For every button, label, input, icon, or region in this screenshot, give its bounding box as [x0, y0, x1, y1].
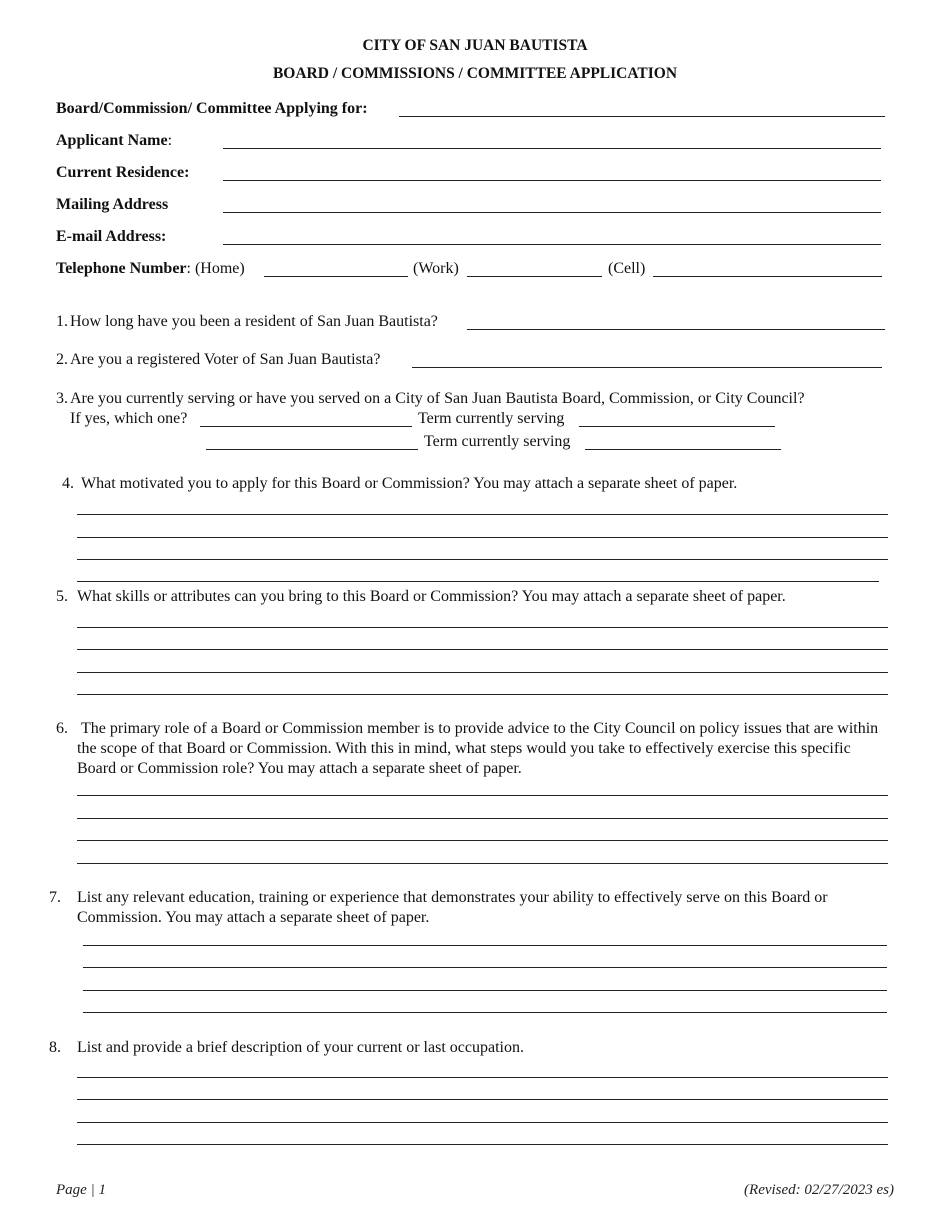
q3-term-line-2[interactable] [585, 449, 781, 450]
q7-answer-line[interactable] [83, 990, 887, 991]
phone-work-label: (Work) [413, 260, 459, 277]
q7-text: List any relevant education, training or experience that demonstrates your ability to effectively serve on this Board or Commission. You may attach a separate sheet of paper. [77, 889, 828, 926]
residence-field[interactable] [223, 180, 881, 181]
q4-answer-line[interactable] [77, 514, 888, 515]
residence-label: Current Residence: [56, 164, 190, 181]
mailing-field[interactable] [223, 212, 881, 213]
q6-text: The primary role of a Board or Commission member is to provide advice to the City Council on policy issues that are within the scope of that Board or Commission. With this in mind, what steps would you take to effectively exercise this specific Board or Commission role? You may attach a separate sheet of paper. [77, 720, 879, 777]
q3-number: 3. [56, 390, 68, 407]
q5-answer-line[interactable] [77, 694, 888, 695]
q8-text: List and provide a brief description of your current or last occupation. [77, 1039, 524, 1056]
q7-answer-line[interactable] [83, 1012, 887, 1013]
q8-number: 8. [49, 1039, 61, 1056]
q5-text: What skills or attributes can you bring to this Board or Commission? You may attach a separate sheet of paper. [77, 588, 786, 605]
phone-cell-label: (Cell) [608, 260, 646, 277]
applicant-name-label: Applicant Name: [56, 132, 173, 149]
q4-answer-line[interactable] [77, 537, 888, 538]
revision-note: (Revised: 02/27/2023 es) [744, 1182, 894, 1198]
q3-term-label-1: Term currently serving [418, 410, 565, 427]
q3-term-label-2: Term currently serving [424, 433, 571, 450]
phone-cell-field[interactable] [653, 276, 882, 277]
phone-work-field[interactable] [467, 276, 602, 277]
q2-text: Are you a registered Voter of San Juan Bautista? [70, 351, 381, 368]
q6-answer-line[interactable] [77, 818, 888, 819]
applicant-name-field[interactable] [223, 148, 881, 149]
q4-answer-line[interactable] [77, 559, 888, 560]
q5-answer-line[interactable] [77, 649, 888, 650]
q6-number: 6. [56, 720, 68, 737]
page-number: Page | 1 [56, 1182, 106, 1198]
q8-answer-line[interactable] [77, 1077, 888, 1078]
q3-if-yes-label: If yes, which one? [70, 410, 188, 427]
q3-board-line-2[interactable] [206, 449, 418, 450]
q3-board-line-1[interactable] [200, 426, 412, 427]
phone-home-field[interactable] [264, 276, 408, 277]
board-field[interactable] [399, 116, 885, 117]
mailing-label: Mailing Address [56, 196, 169, 213]
q6-answer-line[interactable] [77, 840, 888, 841]
q7-answer-line[interactable] [83, 967, 887, 968]
email-field[interactable] [223, 244, 881, 245]
phone-label: Telephone Number: (Home) [56, 260, 245, 277]
q4-number: 4. [62, 475, 74, 492]
q8-answer-line[interactable] [77, 1122, 888, 1123]
q3-term-line-1[interactable] [579, 426, 775, 427]
q5-number: 5. [56, 588, 68, 605]
q3-text: Are you currently serving or have you served on a City of San Juan Bautista Board, Commission, or City Council? [70, 390, 805, 407]
q1-text: How long have you been a resident of San Juan Bautista? [70, 313, 438, 330]
q7-number: 7. [49, 889, 61, 906]
q2-number: 2. [56, 351, 68, 368]
q6-answer-line[interactable] [77, 795, 888, 796]
q8-answer-line[interactable] [77, 1144, 888, 1145]
q5-answer-line[interactable] [77, 672, 888, 673]
board-label: Board/Commission/ Committee Applying for: [56, 100, 368, 117]
q4-text: What motivated you to apply for this Board or Commission? You may attach a separate sheet of paper. [81, 475, 738, 492]
q7-answer-line[interactable] [83, 945, 887, 946]
q4-answer-line[interactable] [77, 581, 879, 582]
q8-answer-line[interactable] [77, 1099, 888, 1100]
city-heading: CITY OF SAN JUAN BAUTISTA [362, 37, 588, 54]
q5-answer-line[interactable] [77, 627, 888, 628]
form-title: BOARD / COMMISSIONS / COMMITTEE APPLICATION [272, 65, 678, 82]
q2-answer-line[interactable] [412, 367, 882, 368]
q1-answer-line[interactable] [467, 329, 885, 330]
q6-answer-line[interactable] [77, 863, 888, 864]
q1-number: 1. [56, 313, 68, 330]
email-label: E-mail Address: [56, 228, 167, 245]
